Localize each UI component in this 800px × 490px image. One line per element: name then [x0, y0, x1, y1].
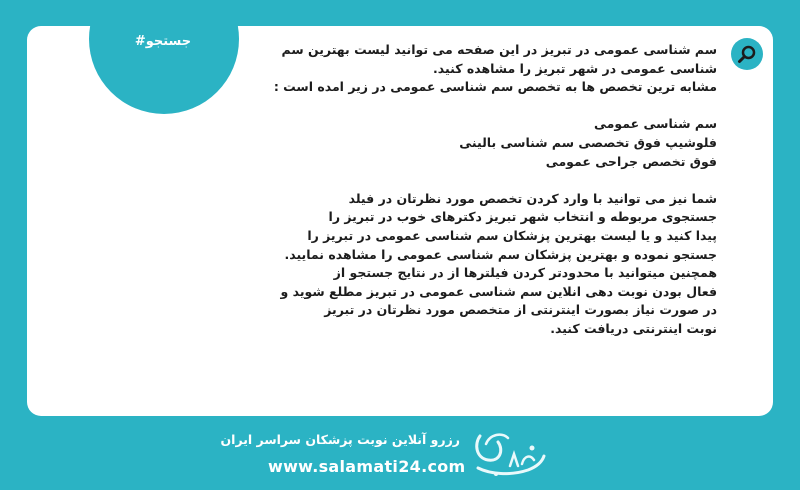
article-body — [267, 41, 717, 339]
specialty-item[interactable]: سم شناسی عمومی — [594, 116, 717, 132]
description-line: فعال بودن نوبت دهی انلاین سم شناسی عمومی در تبریز مطلع شوید و — [280, 283, 717, 299]
intro-line: سم شناسی عمومی در تبریز در این صفحه می توانید لیست بهترین سم — [281, 42, 717, 57]
specialty-item[interactable]: فوق تخصص جراحی عمومی — [545, 153, 717, 169]
salamati-logo[interactable] — [470, 424, 550, 482]
description-line: شما نیز می توانید با وارد کردن تخصص مورد نظرتان در فیلد — [348, 190, 717, 206]
description-line: در صورت نیاز بصورت اینترنتی از متخصص مورد نظرتان در تبریز — [324, 302, 717, 318]
description-line: همچنین میتوانید با محدودتر کردن فیلترها از در نتایج جستجو از — [333, 265, 717, 281]
description-line: جستجوی مربوطه و انتخاب شهر تبریز دکترهای خوب در تبریز را — [328, 209, 717, 225]
content-card — [27, 26, 773, 416]
description-line: نوبت اینترنتی دریافت کنید. — [550, 320, 717, 336]
footer-url[interactable]: www.salamati24.com — [268, 457, 466, 476]
search-button[interactable] — [731, 38, 763, 70]
footer-tagline: رزرو آنلاین نوبت پزشکان سراسر ایران — [220, 432, 460, 447]
intro-line: مشابه ترین تخصص ها به تخصص سم شناسی عمومی در زیر امده است : — [273, 79, 717, 95]
specialty-item[interactable]: فلوشیپ فوق تخصصی سم شناسی بالینی — [459, 134, 717, 150]
description-line: پیدا کنید و یا لیست بهترین پزشکان سم شناسی عمومی در تبریز را — [307, 227, 717, 243]
hashtag-search-link[interactable]: #جستجو — [134, 34, 192, 49]
search-icon — [737, 44, 757, 64]
intro-line: شناسی عمومی در شهر تبریز را مشاهده کنید. — [433, 60, 717, 76]
description-line: جستجو نموده و بهترین پزشکان سم شناسی عمومی را مشاهده نمایید. — [284, 246, 717, 262]
